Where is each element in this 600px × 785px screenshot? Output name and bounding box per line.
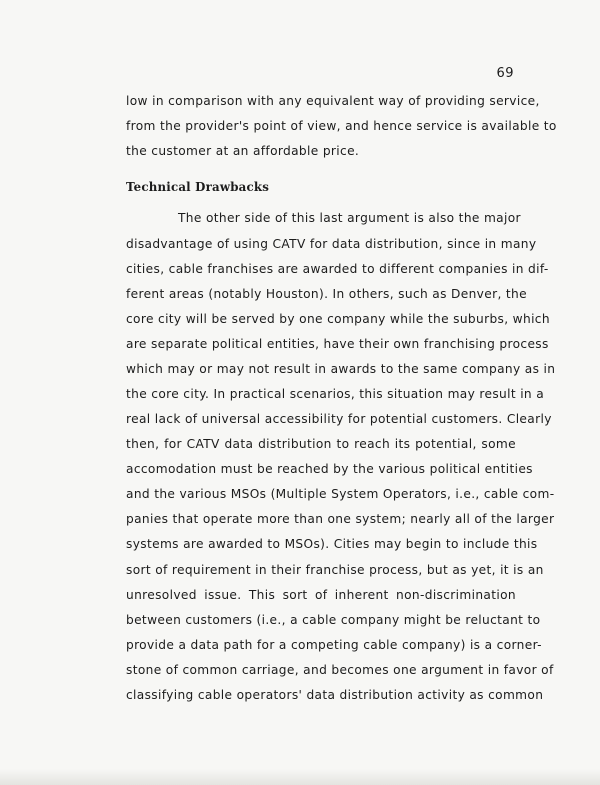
page-number: 69 xyxy=(496,66,514,81)
paragraph-line: classifying cable operators' data distribution activity as common xyxy=(126,688,544,702)
paragraph-line: stone of common carriage, and becomes one argument in favor of xyxy=(126,663,554,677)
section-heading: Technical Drawbacks xyxy=(126,180,270,194)
paragraph-line: sort of requirement in their franchise process, but as yet, it is an xyxy=(126,563,544,577)
paragraph-line: core city will be served by one company while the suburbs, which xyxy=(126,312,550,326)
paragraph-line: then, for CATV data distribution to reach its potential, some xyxy=(126,437,516,451)
paragraph-line: real lack of universal accessibility for potential customers. Clearly xyxy=(126,412,552,426)
paragraph-line: are separate political entities, have their own franchising process xyxy=(126,337,549,351)
paragraph-line: panies that operate more than one system; nearly all of the larger xyxy=(126,512,555,526)
paragraph-line: between customers (i.e., a cable company might be reluctant to xyxy=(126,613,541,627)
paragraph-line: systems are awarded to MSOs). Cities may begin to include this xyxy=(126,537,538,551)
paragraph-line: provide a data path for a competing cable company) is a corner- xyxy=(126,638,542,652)
paragraph-line: cities, cable franchises are awarded to different companies in dif- xyxy=(126,262,549,276)
paragraph-line: The other side of this last argument is also the major xyxy=(178,211,521,225)
intro-line: the customer at an affordable price. xyxy=(126,144,360,158)
paragraph-line: ferent areas (notably Houston). In others, such as Denver, the xyxy=(126,287,527,301)
intro-line: from the provider's point of view, and hence service is available to xyxy=(126,119,557,133)
paragraph-line: the core city. In practical scenarios, this situation may result in a xyxy=(126,387,545,401)
paragraph-line: and the various MSOs (Multiple System Operators, i.e., cable com- xyxy=(126,487,555,501)
scan-edge xyxy=(0,769,600,785)
paragraph-line: accomodation must be reached by the various political entities xyxy=(126,462,533,476)
paragraph-line: disadvantage of using CATV for data distribution, since in many xyxy=(126,237,537,251)
paragraph-line: which may or may not result in awards to the same company as in xyxy=(126,362,556,376)
paragraph-line: unresolved issue. This sort of inherent non-discrimination xyxy=(126,588,516,602)
intro-line: low in comparison with any equivalent way of providing service, xyxy=(126,94,540,108)
